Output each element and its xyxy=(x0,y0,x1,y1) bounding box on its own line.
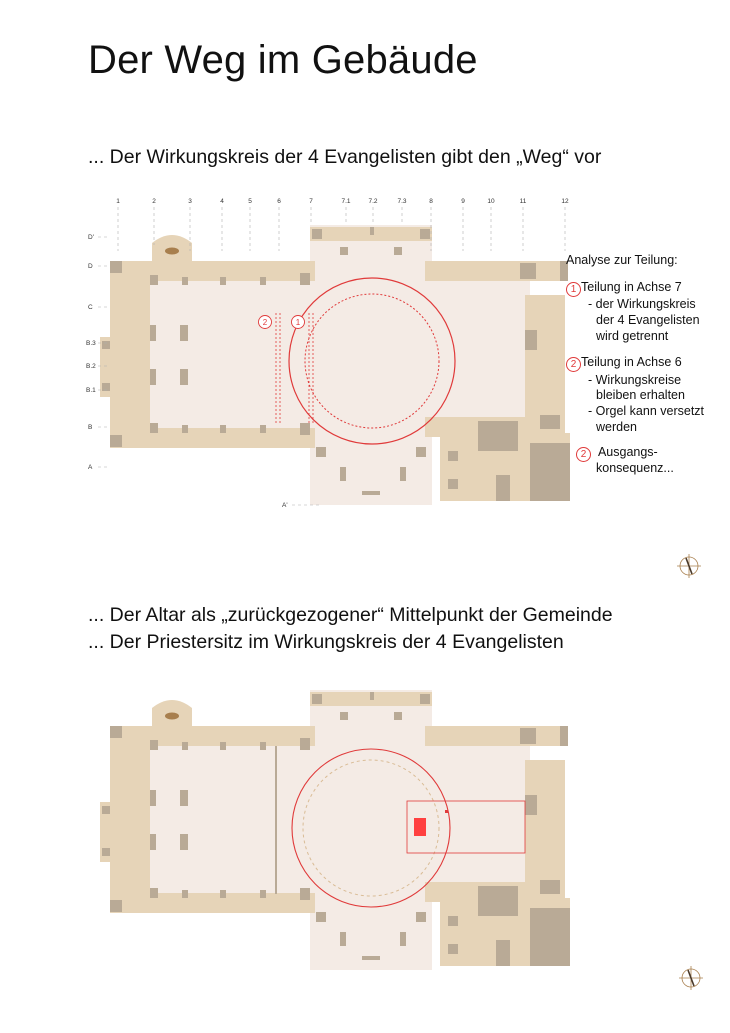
axis-label-top: 7.3 xyxy=(397,198,407,205)
analysis-item-head: Teilung in Achse 7 xyxy=(581,280,682,294)
svg-text:1: 1 xyxy=(295,318,301,327)
floor-plan-2 xyxy=(0,670,730,1000)
plan-marker xyxy=(292,316,305,329)
axis-label-top: 2 xyxy=(152,198,156,205)
analysis-item-head: Teilung in Achse 6 xyxy=(581,355,682,369)
analysis-line: konsequenz... xyxy=(596,461,674,475)
analysis-item-1 xyxy=(566,280,682,297)
number-badge: 2 xyxy=(566,357,581,372)
svg-text:2: 2 xyxy=(262,318,268,327)
altar-block xyxy=(414,818,426,836)
analysis-line: wird getrennt xyxy=(596,329,669,343)
axis-label-top: 6 xyxy=(277,198,281,205)
analysis-item-head: Ausgangs- xyxy=(597,445,658,459)
axis-label-top: 10 xyxy=(487,198,495,205)
building-plan xyxy=(100,690,570,970)
axis-label-top: 7.2 xyxy=(368,198,378,205)
axis-label-left: B xyxy=(88,424,93,431)
axis-label-top: 7 xyxy=(309,198,313,205)
number-badge: 1 xyxy=(566,282,581,297)
compass-icon xyxy=(676,963,706,993)
axis-label-left: B.2 xyxy=(86,363,96,370)
analysis-line: der 4 Evangelisten xyxy=(596,313,700,327)
priest-seat-marker xyxy=(445,810,448,813)
page-title: Der Weg im Gebäude xyxy=(88,38,478,82)
analysis-line: werden xyxy=(596,420,637,434)
axis-label-extra: A' xyxy=(282,502,288,509)
analysis-line: - der Wirkungskreis xyxy=(588,297,696,311)
axis-label-top: 5 xyxy=(248,198,252,205)
axis-label-left: C xyxy=(88,304,93,311)
axis-label-left: B.3 xyxy=(86,340,96,347)
axis-label-top: 8 xyxy=(429,198,433,205)
axis-label-top: 12 xyxy=(561,198,569,205)
analysis-item-3 xyxy=(576,445,658,462)
analysis-line: bleiben erhalten xyxy=(596,388,685,402)
building-plan xyxy=(100,225,570,505)
axis-label-top: 1 xyxy=(116,198,120,205)
axis-label-top: 11 xyxy=(519,198,527,205)
axis-label-left: A xyxy=(88,464,93,471)
analysis-item-2 xyxy=(566,355,682,372)
axis-label-left: B.1 xyxy=(86,387,96,394)
axis-label-top: 4 xyxy=(220,198,224,205)
axis-label-top: 3 xyxy=(188,198,192,205)
axis-label-top: 9 xyxy=(461,198,465,205)
axis-label-top: 7.1 xyxy=(341,198,351,205)
number-badge: 2 xyxy=(576,447,591,462)
analysis-title: Analyse zur Teilung: xyxy=(566,253,678,267)
analysis-line: - Orgel kann versetzt xyxy=(588,404,705,418)
section2-heading-2: ... Der Priestersitz im Wirkungskreis der 4 Evangelisten xyxy=(88,631,564,653)
analysis-line: - Wirkungskreise xyxy=(588,373,682,387)
axis-label-left: D xyxy=(88,263,93,270)
section1-heading: ... Der Wirkungskreis der 4 Evangelisten gibt den „Weg“ vor xyxy=(88,146,602,168)
axis-label-left: D' xyxy=(88,234,94,241)
section2-heading-1: ... Der Altar als „zurückgezogener“ Mittelpunkt der Gemeinde xyxy=(88,604,613,626)
plan-marker xyxy=(259,316,272,329)
compass-icon xyxy=(674,551,704,581)
